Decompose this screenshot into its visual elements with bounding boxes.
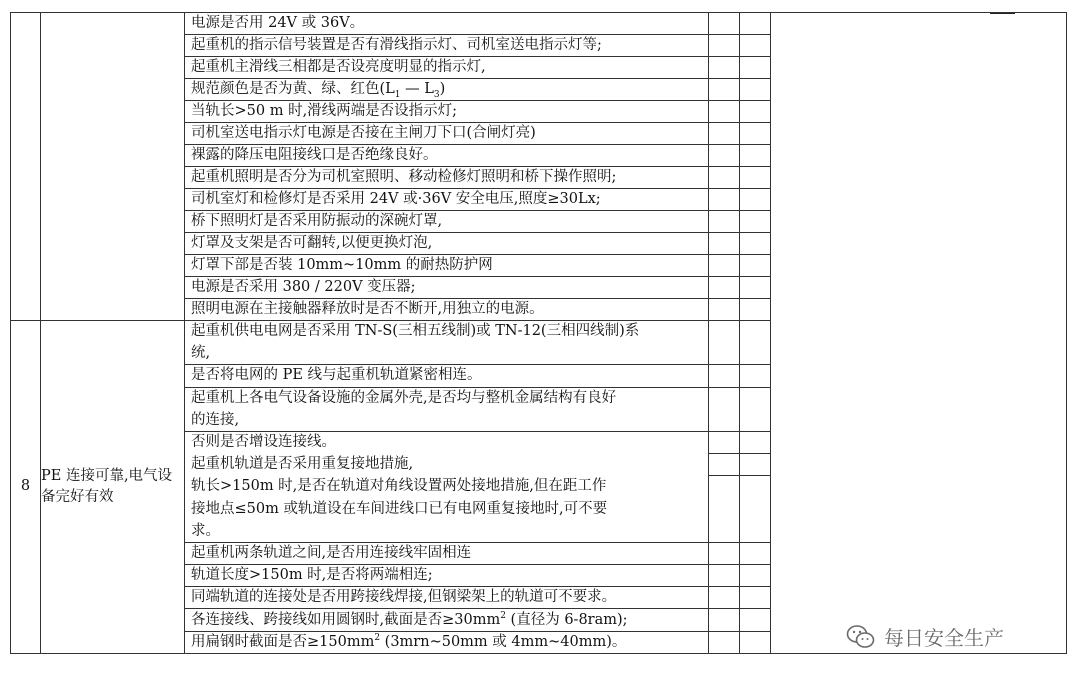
- check-item: 起重机照明是否分为司机室照明、移动检修灯照明和桥下操作照明;: [185, 167, 709, 189]
- result-cell: [740, 255, 771, 277]
- check-item: 接地点≤50m 或轨道设在车间进线口已有电网重复接地时,可不要: [185, 498, 709, 520]
- check-item: 是否将电网的 PE 线与起重机轨道紧密相连。: [185, 365, 709, 387]
- result-cell: [709, 299, 740, 321]
- result-cell: [740, 167, 771, 189]
- result-cell: [709, 189, 740, 211]
- result-cell: [740, 277, 771, 299]
- result-cell: [740, 476, 771, 543]
- result-cell: [740, 233, 771, 255]
- result-cell: [709, 454, 740, 476]
- check-item: 同端轨道的连接处是否用跨接线焊接,但钢梁架上的轨道可不要求。: [185, 587, 709, 609]
- check-item: 照明电源在主接触器释放时是否不断开,用独立的电源。: [185, 299, 709, 321]
- result-cell: [709, 211, 740, 233]
- check-item: 起重机两条轨道之间,是否用连接线牢固相连: [185, 542, 709, 564]
- result-cell: [709, 542, 740, 564]
- result-cell: [709, 587, 740, 609]
- check-item: 起重机的指示信号装置是否有滑线指示灯、司机室送电指示灯等;: [185, 35, 709, 57]
- result-cell: [709, 57, 740, 79]
- result-cell: [740, 79, 771, 101]
- check-item: 起重机主滑线三相都是否设亮度明显的指示灯,: [185, 57, 709, 79]
- result-cell: [740, 454, 771, 476]
- result-cell: [740, 587, 771, 609]
- check-item: 司机室灯和检修灯是否采用 24V 或·36V 安全电压,照度≥30Lx;: [185, 189, 709, 211]
- result-cell: [740, 101, 771, 123]
- check-item: 司机室送电指示灯电源是否接在主闸刀下口(合闸灯亮): [185, 123, 709, 145]
- result-cell: [740, 542, 771, 564]
- result-cell: [740, 387, 771, 431]
- result-cell: [709, 145, 740, 167]
- result-cell: [709, 476, 740, 543]
- result-cell: [709, 255, 740, 277]
- watermark: [846, 622, 1004, 651]
- check-item: 轨道长度>150m 时,是否将两端相连;: [185, 565, 709, 587]
- check-item: 灯罩及支架是否可翻转,以便更换灯泡,: [185, 233, 709, 255]
- check-item: 各连接线、跨接线如用圆钢时,截面是否$\ge 30mm^2$ (直径为 6-8ram);: [185, 609, 709, 631]
- item-name-cell: [41, 13, 185, 321]
- result-cell: [709, 101, 740, 123]
- result-cell: [740, 13, 771, 35]
- wechat-icon: [846, 624, 876, 650]
- result-cell: [709, 321, 740, 365]
- result-cell: [709, 431, 740, 453]
- check-item: 轨长>150m 时,是否在轨道对角线设置两处接地措施,但在距工作: [185, 476, 709, 498]
- result-cell: [709, 609, 740, 631]
- result-cell: [740, 57, 771, 79]
- result-cell: [709, 233, 740, 255]
- check-item: 当轨长>50 m 时,滑线两端是否设指示灯;: [185, 101, 709, 123]
- result-cell: [709, 123, 740, 145]
- result-cell: [740, 565, 771, 587]
- check-item: 规范颜色是否为黄、绿、红色($L_1$ — $L_3$): [185, 79, 709, 101]
- result-cell: [740, 189, 771, 211]
- check-item: 起重机上各电气设备设施的金属外壳,是否均与整机金属结构有良好: [185, 387, 709, 409]
- check-item: 统,: [185, 343, 709, 365]
- result-cell: [709, 387, 740, 431]
- result-cell: [740, 299, 771, 321]
- result-cell: [740, 145, 771, 167]
- check-item: 起重机供电电网是否采用 TN-S(三相五线制)或 TN-12(三相四线制)系: [185, 321, 709, 343]
- check-item: 的连接,: [185, 409, 709, 431]
- result-cell: [740, 321, 771, 365]
- table-row: [11, 13, 1067, 35]
- result-cell: [740, 123, 771, 145]
- check-item: 电源是否用 24V 或 36V。: [185, 13, 709, 35]
- check-item: 用扁钢时截面是否$\ge 150mm^2$ (3mrn~50mm 或 4mm~40mm)。: [185, 631, 709, 653]
- check-item: 求。: [185, 520, 709, 542]
- remarks-cell: [771, 13, 1067, 654]
- result-cell: [740, 431, 771, 453]
- result-cell: [740, 631, 771, 653]
- result-cell: [709, 79, 740, 101]
- item-number: 8: [11, 321, 41, 654]
- inspection-checklist-table: [10, 12, 1067, 654]
- check-item: 起重机轨道是否采用重复接地措施,: [185, 454, 709, 476]
- result-cell: [709, 167, 740, 189]
- result-cell: [740, 609, 771, 631]
- check-item: 裸露的降压电阻接线口是否绝缘良好。: [185, 145, 709, 167]
- item-name: PE 连接可靠,电气设备完好有效: [41, 321, 185, 654]
- check-item: 电源是否采用 380 / 220V 变压器;: [185, 277, 709, 299]
- result-cell: [740, 365, 771, 387]
- result-cell: [740, 211, 771, 233]
- result-cell: [709, 365, 740, 387]
- check-item: 灯罩下部是否装 10mm~10mm 的耐热防护网: [185, 255, 709, 277]
- result-cell: [709, 631, 740, 653]
- result-cell: [709, 13, 740, 35]
- result-cell: [709, 277, 740, 299]
- watermark-text: 每日安全生产: [884, 626, 1004, 650]
- result-cell: [709, 35, 740, 57]
- check-item: 桥下照明灯是否采用防振动的深碗灯罩,: [185, 211, 709, 233]
- result-cell: [709, 565, 740, 587]
- result-cell: [740, 35, 771, 57]
- number-cell: [11, 13, 41, 321]
- check-item: 否则是否增设连接线。: [185, 431, 709, 453]
